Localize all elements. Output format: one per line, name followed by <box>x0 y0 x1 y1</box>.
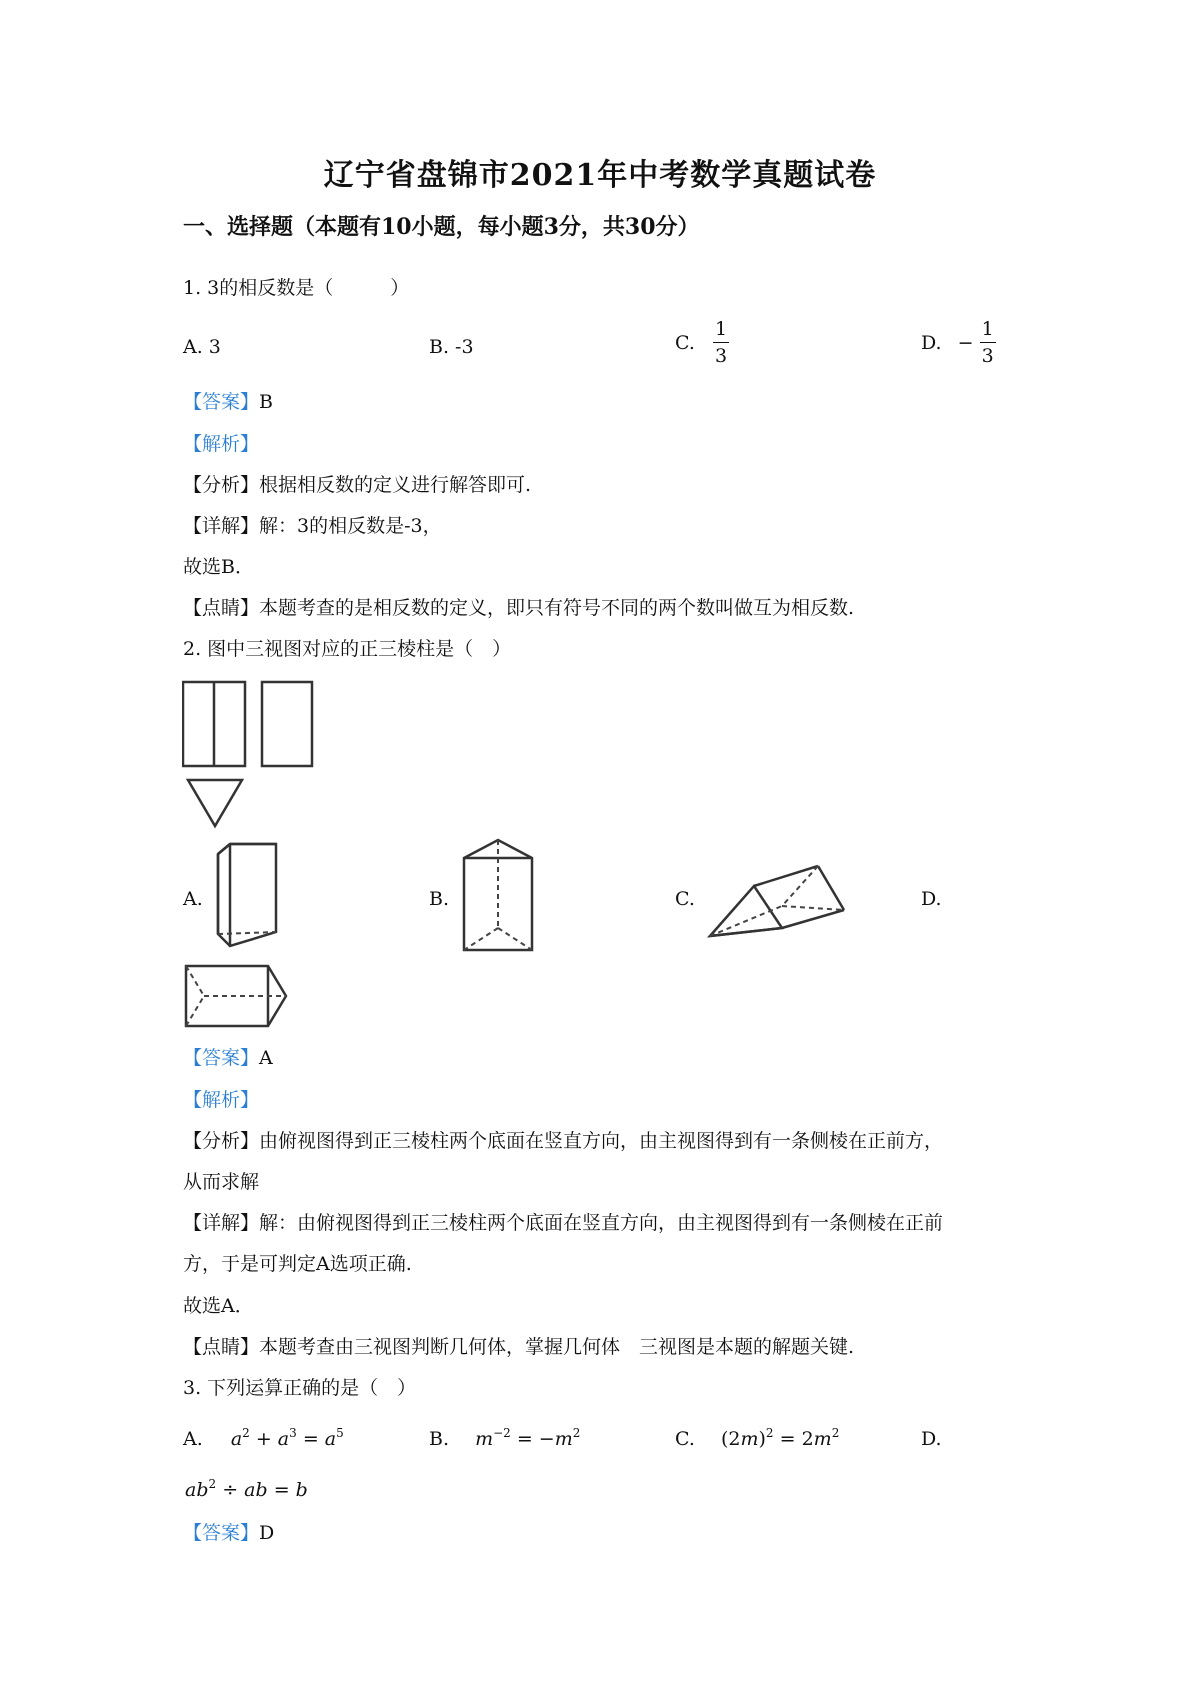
answer-tag: 【答案】 <box>183 1047 260 1069</box>
q2-dianjing <box>183 1335 854 1359</box>
q1-jiexi-tag: 【解析】 <box>183 433 260 455</box>
q2-jiexi-tag: 【解析】 <box>183 1089 260 1111</box>
q1-fenxi <box>183 473 531 497</box>
question-3-stem: 3. 下列运算正确的是（ ） <box>183 1377 417 1399</box>
xiangjie-text: 解：由俯视图得到正三棱柱两个底面在竖直方向，由主视图得到有一条侧棱在正前 <box>259 1212 944 1234</box>
q2-xiangjie-line-2: 方，于是可判定A选项正确. <box>183 1253 412 1275</box>
fraction-denominator: 3 <box>714 345 728 367</box>
q3-option-c <box>675 1427 839 1451</box>
q1-option-a: A. 3 <box>183 336 221 358</box>
prism-hidden-edge <box>782 906 844 910</box>
q3-option-d-formula: $ab^2$ ÷ ab = b <box>185 1477 308 1501</box>
fenxi-text: 由俯视图得到正三棱柱两个底面在竖直方向，由主视图得到有一条侧棱在正前方， <box>259 1130 944 1152</box>
three-views-figure <box>182 676 314 836</box>
prism-option-b-figure <box>460 838 536 956</box>
dianjing-tag: 【点睛】 <box>183 597 260 619</box>
q3-option-b <box>429 1427 580 1451</box>
fraction-numerator: 1 <box>980 320 996 343</box>
q3-option-a <box>183 1427 344 1451</box>
top-view-triangle <box>188 780 242 826</box>
prism-top-edge <box>218 844 230 854</box>
q1-option-d-fraction <box>980 320 996 366</box>
prism-option-c-figure <box>706 862 846 940</box>
q1-answer <box>183 390 273 414</box>
prism-back-edge <box>818 866 844 910</box>
q2-option-b-label: B. <box>429 888 450 910</box>
answer-value: B <box>259 391 273 413</box>
q1-dianjing <box>183 596 854 620</box>
fraction-denominator: 3 <box>981 345 994 367</box>
q3-option-d-label: D. <box>921 1428 942 1450</box>
fenxi-tag: 【分析】 <box>183 1130 260 1152</box>
q1-option-d-label: D. <box>921 332 942 354</box>
xiangjie-text: 解：3的相反数是-3， <box>259 515 442 537</box>
option-label: C. <box>675 1428 695 1450</box>
prism-outline <box>218 844 276 946</box>
answer-tag: 【答案】 <box>183 1522 260 1544</box>
q2-fenxi-line-1 <box>183 1129 943 1153</box>
q1-option-c-fraction <box>713 320 729 366</box>
q1-choose: 故选B． <box>183 556 254 578</box>
q2-xiangjie-line-1 <box>183 1211 943 1235</box>
q1-option-c-label: C. <box>675 332 695 354</box>
minus-sign: − <box>957 332 974 354</box>
prism-bottom-edge <box>782 910 844 928</box>
xiangjie-tag: 【详解】 <box>183 515 260 537</box>
q2-choose: 故选A． <box>183 1295 254 1317</box>
dianjing-text: 本题考查的是相反数的定义，即只有符号不同的两个数叫做互为相反数. <box>259 597 855 619</box>
fenxi-text: 根据相反数的定义进行解答即可. <box>259 474 532 496</box>
section-heading: 一、选择题（本题有10小题，每小题3分，共30分） <box>183 214 700 240</box>
q3-option-c-formula: $(2m)^2 = 2m^2$ <box>720 1426 840 1450</box>
fenxi-tag: 【分析】 <box>183 474 260 496</box>
option-label: A. <box>183 1428 203 1450</box>
prism-hidden-edge <box>186 996 204 1026</box>
q2-option-d-label: D. <box>921 888 942 910</box>
q2-fenxi-line-2: 从而求解 <box>183 1171 260 1193</box>
fraction-numerator: 1 <box>713 320 729 343</box>
q3-option-b-formula: $m^{-2} = -m^2$ <box>475 1426 581 1450</box>
dianjing-text: 本题考查由三视图判断几何体，掌握几何体 三视图是本题的解题关键. <box>259 1336 855 1358</box>
option-label: B. <box>429 1428 450 1450</box>
side-view <box>262 682 312 766</box>
answer-value: D <box>259 1522 275 1544</box>
answer-value: A <box>259 1047 273 1069</box>
prism-option-a-figure <box>212 842 282 950</box>
dianjing-tag: 【点睛】 <box>183 1336 260 1358</box>
answer-tag: 【答案】 <box>183 391 260 413</box>
q3-answer <box>183 1521 274 1545</box>
prism-option-d-figure <box>182 962 290 1032</box>
q1-option-c <box>675 320 729 366</box>
q1-option-b: B. -3 <box>429 336 474 358</box>
q2-answer <box>183 1046 273 1070</box>
question-1-stem: 1. 3的相反数是（ ） <box>183 277 410 299</box>
page-title: 辽宁省盘锦市2021年中考数学真题试卷 <box>323 158 877 193</box>
prism-hidden-edge <box>186 966 204 996</box>
q2-option-c-label: C. <box>675 888 695 910</box>
q3-option-a-formula: $a^2 + a^3 = a^5$ <box>230 1426 344 1450</box>
q2-option-a-label: A. <box>183 888 203 910</box>
prism-hidden-edge <box>464 928 498 950</box>
prism-hidden-edge <box>498 928 532 950</box>
question-2-stem: 2. 图中三视图对应的正三棱柱是（ ） <box>183 638 512 660</box>
q1-xiangjie <box>183 514 442 538</box>
xiangjie-tag: 【详解】 <box>183 1212 260 1234</box>
q1-option-d <box>921 320 996 366</box>
